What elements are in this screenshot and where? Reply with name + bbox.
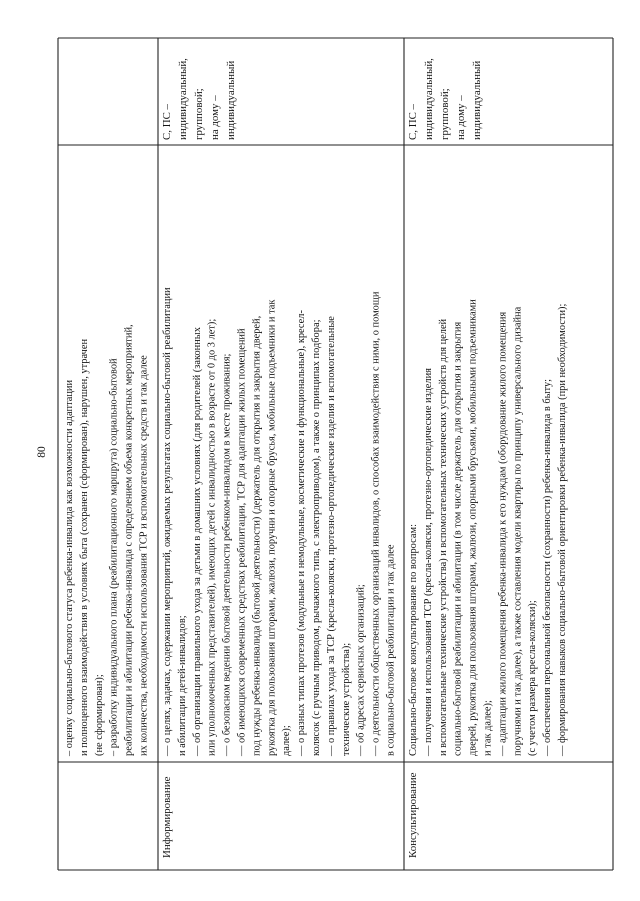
row-0-content-line: (не сформирован); bbox=[93, 674, 105, 756]
row-1-content-line: — о правилах ухода за ТСР (кресла-коляски, протезно-ортопедические изделия и вспомогательные bbox=[325, 316, 337, 756]
row-1-content-line: — о разных типах протезов (модульные и немодульные, косметические и функциональные), кресел- bbox=[296, 310, 308, 756]
page-number: 80 bbox=[36, 446, 48, 458]
row-1-content-line: — о целях, задачах, содержании мероприятий, ожидаемых результатах социально-бытовой реабилитации bbox=[162, 287, 173, 756]
row-1-form-line: индивидуальный, bbox=[177, 58, 189, 140]
row-1-content-line: под нужды ребенка-инвалида (бытовой деятельности) (держатель для открытия и закрытия дверей, bbox=[251, 315, 263, 756]
row-1-content-line: и абилитации детей-инвалидов; bbox=[176, 615, 188, 756]
row-1-content-line: колясок (с ручным приводом, рычажного типа, с электроприводом), а также о принципах подбора; bbox=[311, 319, 322, 756]
row-2-content-line: дверей, рукоятка для пользования шторами, жалюзи, опорными брусьями, мобильными подъемниками bbox=[467, 299, 479, 756]
row-1-content bbox=[162, 287, 397, 757]
row-name-informirovanie: Информирование bbox=[161, 776, 173, 858]
row-0-content-line: – оценку социально-бытового статуса ребенка-инвалида как возможности адаптации bbox=[64, 379, 75, 756]
row-1-content-line: далее); bbox=[281, 725, 293, 756]
row-2-content-line: (с учетом размера кресла-коляски); bbox=[527, 600, 539, 756]
row-2-content-line: социально-бытовой реабилитации и абилитации (в том числе держатель для открытия и закрытия bbox=[452, 321, 464, 756]
row-1-form-line: индивидуальный bbox=[225, 60, 237, 140]
row-2-content-line: — получения и использования ТСР (кресла-коляски, протезно-ортопедические изделия bbox=[422, 368, 434, 756]
row-1-content-line: — о деятельности общественных организаций инвалидов, о способах взаимодействия с ними, о помощи bbox=[370, 291, 382, 756]
row-0-content-line: их количества, необходимости использования ТСР и вспомогательных средств и так далее bbox=[138, 355, 150, 756]
row-2-content-line: — адаптации жилого помещения ребенка-инвалида к его нуждам (оборудование жилого помещения bbox=[497, 311, 509, 756]
row-1-content-line: — об имеющихся современных средствах реабилитации, ТСР для адаптации жилых помещений bbox=[236, 328, 248, 756]
row-1-content-line: или уполномоченных представителей), имеющих детей с инвалидностью в возрасте от 0 до 3 лет); bbox=[206, 318, 218, 756]
row-1-content-line: — о безопасном ведении бытовой деятельности ребенком-инвалидом в месте проживания; bbox=[221, 353, 233, 756]
row-1-content-line: технические устройства); bbox=[340, 642, 352, 756]
row-1-form-line: С, ПС – bbox=[161, 103, 173, 140]
row-2-form-line: индивидуальный, bbox=[423, 58, 435, 140]
row-2-content-line: и так далее); bbox=[482, 700, 494, 756]
row-2-content bbox=[408, 299, 568, 757]
row-0-content bbox=[64, 324, 150, 757]
row-1-form-line: на дому – bbox=[209, 95, 221, 140]
row-2-content-line: поручнями и так далее), а также составления модели квартиры по принципу универсального дизайна bbox=[512, 306, 524, 756]
row-1-content-line: — об адресах сервисных организаций; bbox=[355, 584, 367, 756]
row-2-form-column bbox=[407, 58, 483, 140]
row-2-content-line: — формирования навыков социально-бытовой ориентировки ребенка-инвалида (при необходимости); bbox=[557, 303, 568, 756]
row-1-content-line: рукоятка для пользования шторами, жалюзи, поручни и опорные брусья, мобильные подъемники и так bbox=[266, 299, 278, 756]
row-0-content-line: и полноценного взаимодействия в условиях быта (сохранен (сформирован), нарушен, утрачен bbox=[78, 338, 90, 756]
row-2-form-line: С, ПС – bbox=[407, 103, 419, 140]
row-1-content-line: — об организации правильного ухода за детьми в домашних условиях (для родителей (законных bbox=[191, 327, 203, 756]
row-0-content-line: реабилитации и абилитации ребенка-инвалида с определением объема конкретных мероприятий, bbox=[123, 324, 135, 756]
row-2-content-line: Социально-бытовое консультирование по вопросам: bbox=[408, 524, 419, 756]
row-2-form-line: индивидуальный bbox=[471, 60, 483, 140]
row-2-form-line: групповой; bbox=[439, 88, 451, 140]
row-1-form-column bbox=[161, 58, 237, 140]
row-2-content-line: и вспомогательные технические устройства) и вспомогательных технических устройств для целей bbox=[437, 318, 449, 756]
row-name-konsultirovanie: Консультирование bbox=[407, 772, 419, 858]
row-1-content-line: в социально-бытовой реабилитации и так далее bbox=[385, 544, 397, 756]
row-1-form-line: групповой; bbox=[193, 88, 205, 140]
row-2-content-line: — обеспечения персональной безопасности (сохранности) ребенка-инвалида в быту; bbox=[542, 379, 554, 756]
row-2-form-line: на дому – bbox=[455, 95, 467, 140]
row-0-content-line: – разработку индивидуального плана (реабилитационного маршрута) социально-бытовой bbox=[108, 358, 120, 756]
